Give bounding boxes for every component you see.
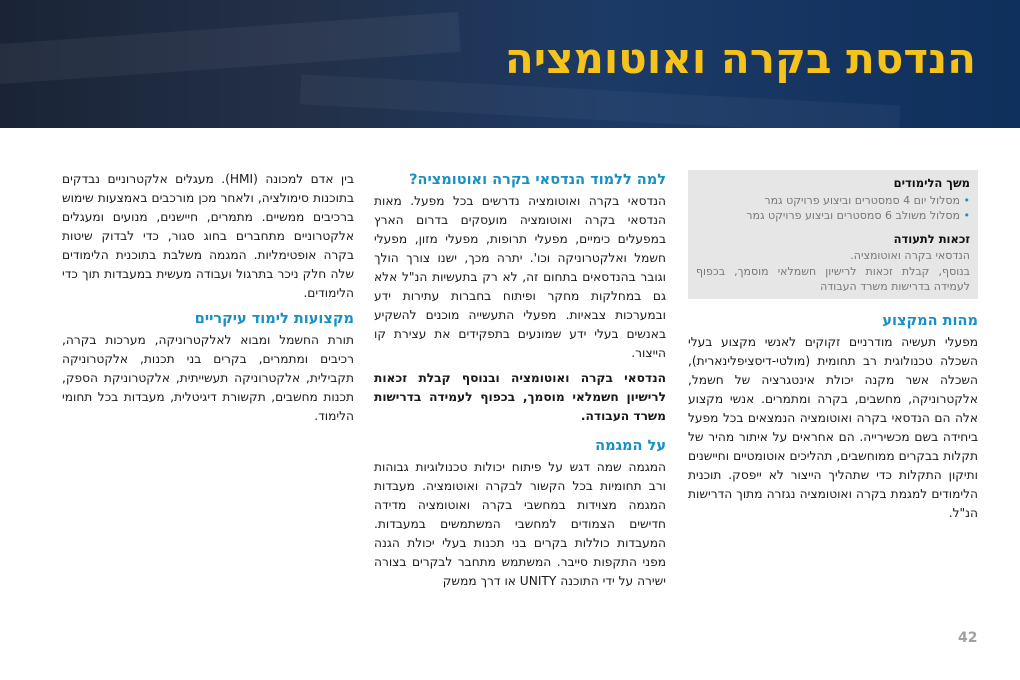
header-banner	[0, 0, 1020, 128]
essence-text: מפעלי תעשיה מודרניים זקוקים לאנשי מקצוע בעלי השכלה טכנולוגית רב תחומית (מולטי-דיסציפלינארית), השכלה אשר מקנה יכולת אינטגרציה של חשמל, אלקטרוניקה, מחשבים, בקרה ומתמרים. אנשי מקצוע אלה הם הנדסאי בקרה ואוטומציה הנמצאים בכל מפעל ביחידה בשם מכשירייה. הם אחראים על איתור מהיר של תקלות בבקרים ממוחשבים, תהליכים אוטומטיים וחיישנים ותיקון התקלות כדי שתהליך הייצור לא ייפסק. תוכנית הלימודים למגמת בקרה ואוטומציה נגזרה מתוך הדרישות הנ"ל.	[688, 334, 978, 520]
list-item: • מסלול משולב 6 סמסטרים וביצוע פרויקט גמר	[696, 208, 970, 224]
about-text-continued: בין אדם למכונה (HMI). מעגלים אלקטרוניים נבדקים בתוכנות סימולציה, ולאחר מכן מורכבים באמצעות שימוש ברכיבים ממשיים. מתמרים, חיישנים, מנועים ומעגלים אלקטרוניים מתחברים בחוג סגור, כדי לבדוק שיטות בקרה אופטימליות. המגמה משלבת בתוכנית הלימודים שלה חלק ניכר בתרגול ועבודה מעשית במעבדות תוך כדי הלימודים.	[62, 172, 354, 300]
certificate-heading: זכאות לתעודה	[893, 231, 970, 246]
info-box	[688, 170, 978, 299]
duration-list	[696, 193, 970, 224]
subjects-heading: מקצועות לימוד עיקריים	[194, 311, 354, 327]
page-number: 42	[958, 630, 978, 646]
list-item: • מסלול יום 4 סמסטרים וביצוע פרויקט גמר	[696, 193, 970, 209]
column-right	[688, 170, 978, 529]
why-text: הנדסאי בקרה ואוטומציה נדרשים בכל מפעל. מאות הנדסאי בקרה ואוטומציה מועסקים בדרום הארץ במפעלים כימיים, מפעלי תרופות, מפעלי מזון, מפעלי חשמל ואלקטרוניקה וכו'. יתרה מכך, ישנו צורך הולך וגובר בהנדסאים בתחום זה, לא רק בתעשיות הנ"ל אלא גם במחלקות מחקר ופיתוח בחברות עתירות ידע ובמערכות צבאיות. מפעלי התעשייה מוכנים להשקיע באנשים בעלי ידע שמונעים בתפקידים את עצירת קו הייצור.	[374, 194, 666, 360]
about-heading: על המגמה	[595, 438, 666, 454]
duration-heading: משך הלימודים	[893, 176, 970, 190]
why-heading: למה ללמוד הנדסאי בקרה ואוטומציה?	[409, 172, 666, 188]
certificate-line-2: בנוסף, קבלת זכאות לרישיון חשמלאי מוסמך, בכפוף לעמידה בדרישות משרד העבודה	[696, 264, 970, 293]
page-title: הנדסת בקרה ואוטומציה	[504, 34, 976, 83]
subjects-text: תורת החשמל ומבוא לאלקטרוניקה, מערכות בקרה, רכיבים ומתמרים, בקרים בני תכנות, אלקטרוניקה תקבילית, אלקטרוניקה תעשייתית, אלקטרוניקת הספק, תכנות מחשבים, תקשורת דיגיטלית, מעבדות בכל תחומי הלימוד.	[62, 333, 354, 423]
certificate-line-1: הנדסאי בקרה ואוטומציה.	[850, 249, 970, 262]
column-left	[62, 170, 354, 432]
column-middle	[374, 170, 666, 597]
why-bold-text: הנדסאי בקרה ואוטומציה ובנוסף קבלת זכאות לרישיון חשמלאי מוסמך, בכפוף לעמידה בדרישות משרד העבודה.	[374, 371, 666, 423]
essence-heading: מהות המקצוע	[882, 312, 978, 329]
about-text: המגמה שמה דגש על פיתוח יכולות טכנולוגיות גבוהות ורב תחומיות בכל הקשור לבקרה ואוטומציה. מעבדות המגמה מצוידות במחשבי בקרה ואוטומציה מדידה חדישים הצמודים למחשבי המשתמשים במעבדות. המעבדות כוללות בקרים בני תכנות בעלי יכולת הגנה מפני התקפות סייבר. המשתמש מתחבר לבקרים בצורה ישירה על ידי התוכנה UNITY או דרך ממשק	[374, 460, 666, 588]
